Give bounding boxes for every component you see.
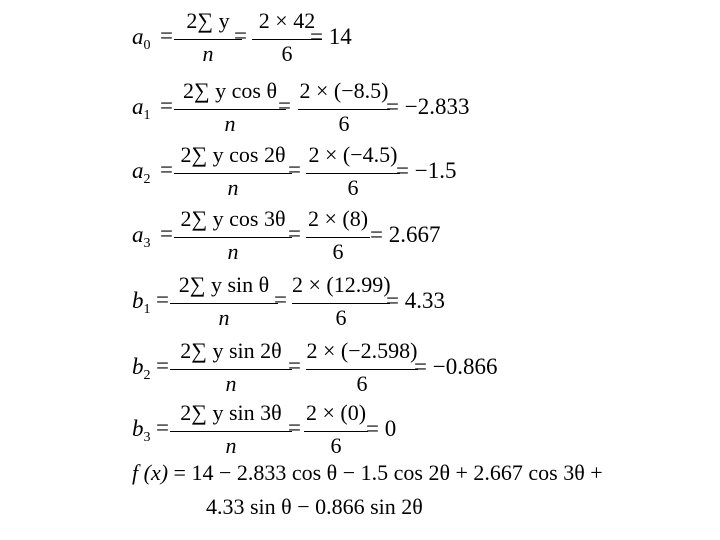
formula-numerator: 2∑ y cos 2θ	[180, 142, 286, 167]
numeric-numerator: 2 × (12.99)	[292, 272, 391, 297]
coefficient-symbol: $a_3$	[132, 222, 151, 251]
equals-sign: =	[288, 157, 301, 182]
numeric-denominator: 6	[335, 305, 347, 330]
coefficient-symbol: $a_1$	[132, 94, 151, 123]
result-value: = 4.33	[386, 288, 445, 313]
result-value: = 14	[310, 24, 352, 49]
equation-a1	[130, 78, 550, 138]
coefficient-symbol: $b_2$	[132, 354, 151, 383]
equals-sign: =	[160, 221, 173, 246]
equals-sign: =	[156, 353, 169, 378]
numeric-denominator: 6	[338, 111, 350, 136]
equation-b3	[130, 400, 550, 460]
equation-b1	[130, 272, 550, 332]
equals-sign: =	[288, 415, 301, 440]
numeric-denominator: 6	[347, 175, 359, 200]
fourier-series-line-2	[206, 494, 423, 520]
numeric-numerator: 2 × (−2.598)	[306, 338, 418, 363]
numeric-numerator: 2 × (8)	[307, 206, 369, 231]
formula-denominator: n	[225, 433, 237, 458]
result-value: = −1.5	[396, 158, 457, 183]
equation-a0	[130, 8, 530, 68]
equals-sign: =	[160, 93, 173, 118]
equals-sign: =	[278, 93, 291, 118]
numeric-numerator: 2 × (−4.5)	[308, 142, 398, 167]
formula-denominator: n	[227, 239, 239, 264]
numeric-denominator: 6	[330, 433, 342, 458]
formula-denominator: n	[224, 111, 236, 136]
formula-numerator: 2∑ y	[186, 8, 230, 33]
equals-sign: =	[288, 353, 301, 378]
equation-a2	[130, 142, 550, 202]
equals-sign: =	[160, 157, 173, 182]
equals-sign: =	[288, 221, 301, 246]
coefficient-symbol: $a_2$	[132, 158, 151, 187]
equation-b2	[130, 338, 550, 398]
result-value: = −0.866	[414, 354, 498, 379]
series-expression-part-1: = 14 − 2.833 cos θ − 1.5 cos 2θ + 2.667 cos 3θ +	[173, 460, 603, 485]
coefficient-symbol: $b_1$	[132, 288, 151, 317]
equals-sign: =	[160, 23, 173, 48]
formula-denominator: n	[227, 175, 239, 200]
coefficient-symbol: $b_3$	[132, 416, 151, 445]
numeric-denominator: 6	[332, 239, 344, 264]
fourier-series-line-1	[132, 460, 603, 486]
result-value: = 0	[366, 416, 397, 441]
numeric-numerator: 2 × (−8.5)	[299, 78, 389, 103]
formula-numerator: 2∑ y sin θ	[178, 272, 270, 297]
equals-sign: =	[234, 23, 247, 48]
series-function-label: f (x)	[132, 460, 169, 485]
formula-denominator: n	[202, 41, 214, 66]
formula-numerator: 2∑ y sin 2θ	[180, 338, 282, 363]
formula-denominator: n	[218, 305, 230, 330]
result-value: = 2.667	[370, 222, 441, 247]
equals-sign: =	[156, 287, 169, 312]
coefficient-symbol: $a_0$	[132, 24, 151, 53]
formula-denominator: n	[225, 371, 237, 396]
formula-numerator: 2∑ y cos 3θ	[180, 206, 286, 231]
formula-numerator: 2∑ y sin 3θ	[180, 400, 282, 425]
result-value: = −2.833	[386, 94, 470, 119]
numeric-denominator: 6	[281, 41, 293, 66]
series-expression-part-2: 4.33 sin θ − 0.866 sin 2θ	[206, 494, 423, 519]
formula-numerator: 2∑ y cos θ	[182, 78, 278, 103]
numeric-denominator: 6	[356, 371, 368, 396]
numeric-numerator: 2 × (0)	[305, 400, 367, 425]
numeric-numerator: 2 × 42	[258, 8, 316, 33]
equals-sign: =	[156, 415, 169, 440]
equals-sign: =	[274, 287, 287, 312]
equation-a3	[130, 206, 550, 266]
